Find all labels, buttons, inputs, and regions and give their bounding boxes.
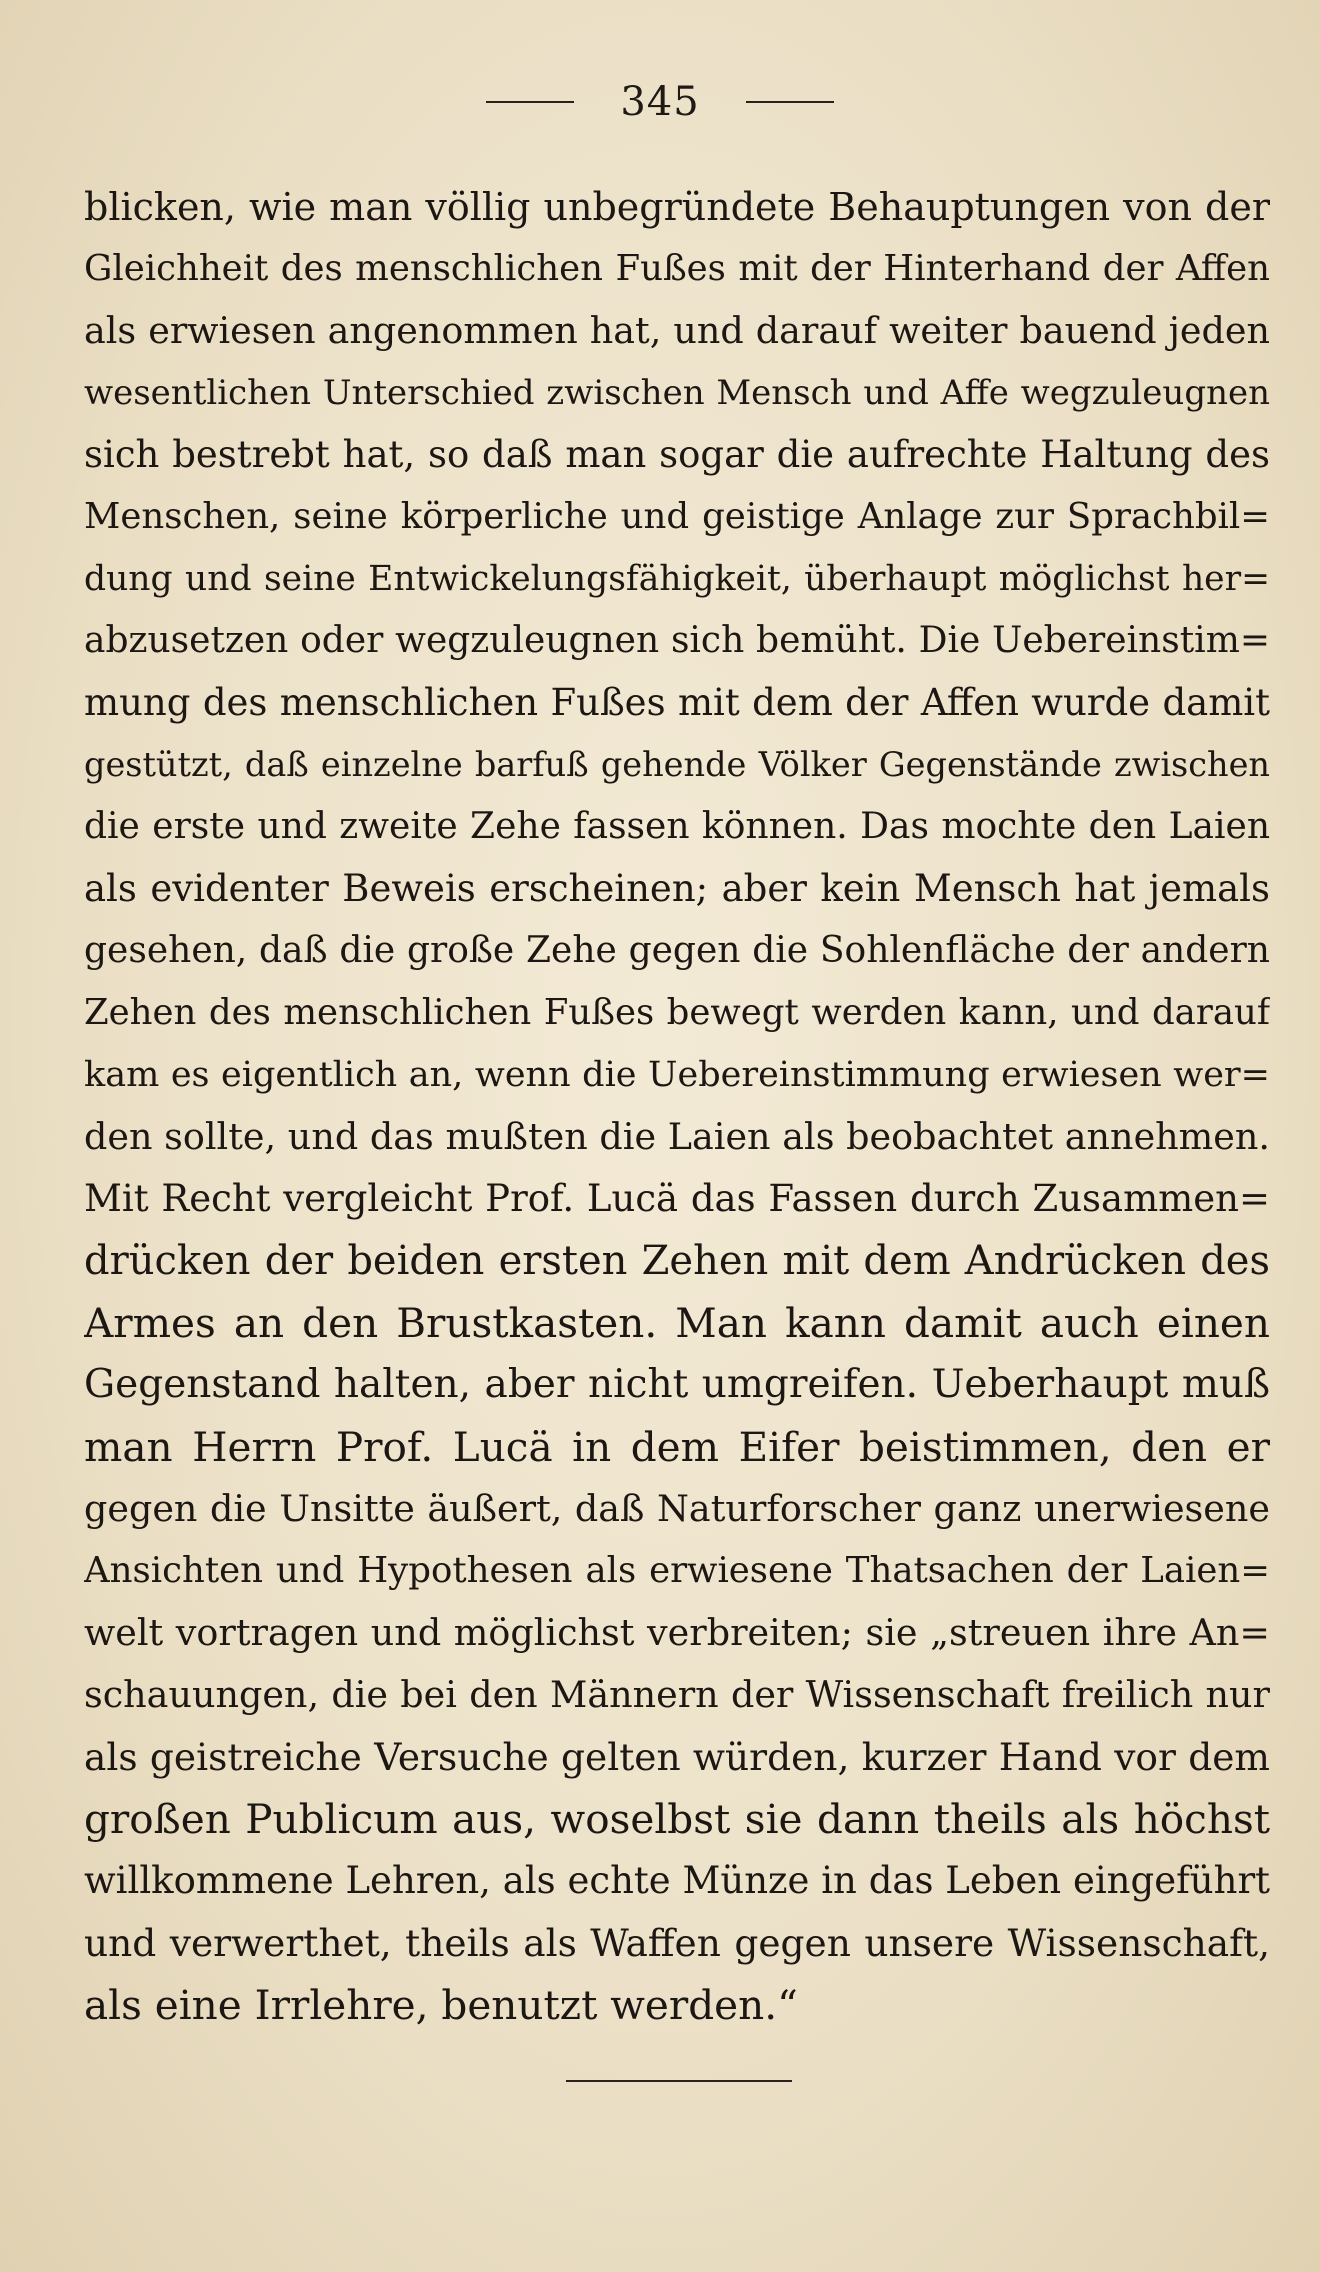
header-rule-right xyxy=(746,101,834,103)
text-line: Zehen des menschlichen Fußes bewegt werden kann, und darauf xyxy=(84,992,1270,1033)
text-line: wesentlichen Unterschied zwischen Mensch und Affe wegzuleugnen xyxy=(84,373,1270,413)
text-line: man Herrn Prof. Lucä in dem Eifer beistimmen, den er xyxy=(84,1423,1270,1471)
text-line: sich bestrebt hat, so daß man sogar die aufrechte Haltung des xyxy=(84,433,1270,476)
text-line: Mit Recht vergleicht Prof. Lucä das Fassen durch Zusammen= xyxy=(84,1177,1270,1220)
text-line: blicken, wie man völlig unbegründete Behauptungen von der xyxy=(84,185,1270,229)
text-line: willkommene Lehren, als echte Münze in das Leben eingeführt xyxy=(84,1859,1270,1902)
text-line: die erste und zweite Zehe fassen können. Das mochte den Laien xyxy=(84,806,1270,847)
text-line: welt vortragen und möglichst verbreiten; sie „streuen ihre An= xyxy=(84,1611,1270,1654)
text-line: schauungen, die bei den Männern der Wissenschaft freilich nur xyxy=(84,1673,1270,1716)
text-line: als geistreiche Versuche gelten würden, kurzer Hand vor dem xyxy=(84,1735,1270,1779)
text-line: als evidenter Beweis erscheinen; aber kein Mensch hat jemals xyxy=(84,867,1270,910)
header-rule-left xyxy=(486,101,574,103)
section-end-rule xyxy=(566,2080,792,2082)
text-line: Armes an den Brustkasten. Man kann damit auch einen xyxy=(84,1299,1270,1347)
body-text xyxy=(84,176,1270,2036)
text-line: und verwerthet, theils als Waffen gegen unsere Wissenschaft, xyxy=(84,1921,1270,1965)
text-line: Menschen, seine körperliche und geistige Anlage zur Sprachbil= xyxy=(84,496,1270,537)
text-line: abzusetzen oder wegzuleugnen sich bemüht. Die Uebereinstim= xyxy=(84,620,1270,661)
text-line: kam es eigentlich an, wenn die Uebereinstimmung erwiesen wer= xyxy=(84,1055,1270,1095)
text-line: gesehen, daß die große Zehe gegen die Sohlenfläche der andern xyxy=(84,930,1270,971)
text-line: gegen die Unsitte äußert, daß Naturforscher ganz unerwiesene xyxy=(84,1487,1270,1530)
text-line: als erwiesen angenommen hat, und darauf weiter bauend jeden xyxy=(84,309,1270,352)
page-number: 345 xyxy=(620,79,700,125)
text-line-final: als eine Irrlehre, benutzt werden.“ xyxy=(84,1981,798,2029)
text-line: drücken der beiden ersten Zehen mit dem Andrücken des xyxy=(84,1238,1270,1284)
text-line: gestützt, daß einzelne barfuß gehende Völker Gegenstände zwischen xyxy=(84,745,1270,784)
text-line: mung des menschlichen Fußes mit dem der Affen wurde damit xyxy=(84,681,1270,724)
text-line: dung und seine Entwickelungsfähigkeit, überhaupt möglichst her= xyxy=(84,559,1270,599)
text-line: Gegenstand halten, aber nicht umgreifen. Ueberhaupt muß xyxy=(84,1362,1270,1407)
page-header xyxy=(0,72,1320,132)
text-line: großen Publicum aus, woselbst sie dann theils als höchst xyxy=(84,1795,1270,1843)
text-line: Ansichten und Hypothesen als erwiesene Thatsachen der Laien= xyxy=(84,1550,1270,1591)
text-line: Gleichheit des menschlichen Fußes mit der Hinterhand der Affen xyxy=(84,248,1270,289)
text-line: den sollte, und das mußten die Laien als beobachtet annehmen. xyxy=(84,1115,1270,1158)
